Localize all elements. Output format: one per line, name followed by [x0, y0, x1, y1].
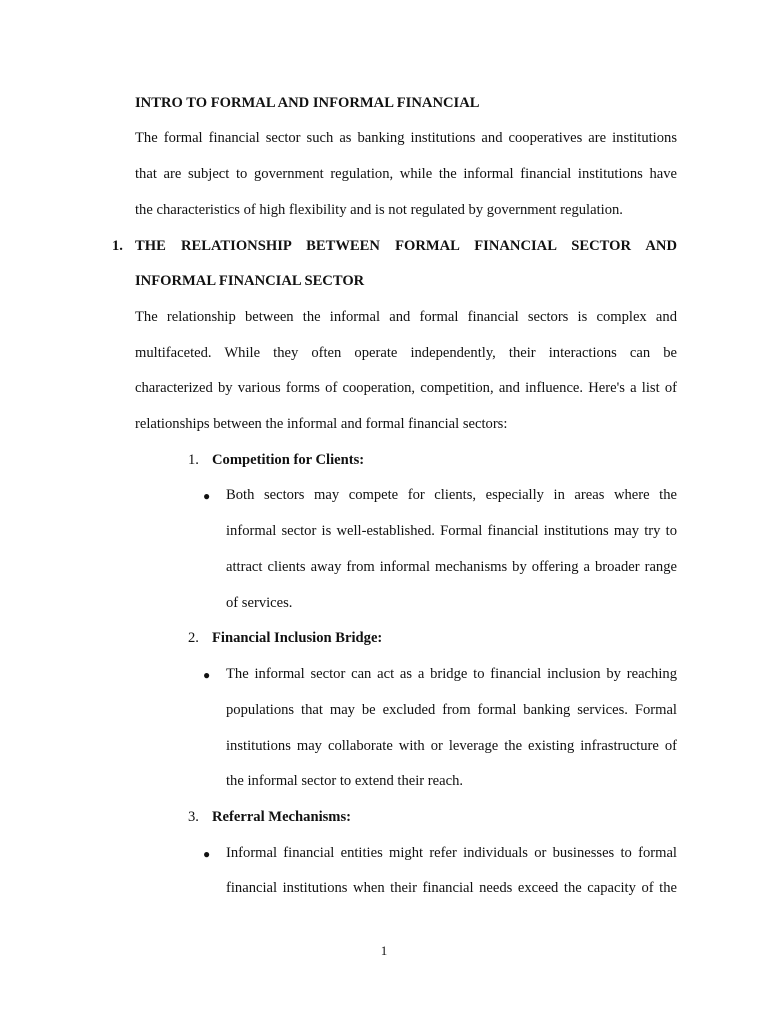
list-item-heading: Referral Mechanisms: — [212, 809, 351, 825]
bullet-line: financial institutions when their financial needs exceed the capacity of the — [226, 880, 677, 896]
list-item-number: 1. — [188, 452, 199, 468]
bullet-line: populations that may be excluded from formal banking services. Formal — [226, 702, 677, 718]
bullet-line: attract clients away from informal mechanisms by offering a broader range — [226, 559, 677, 575]
bullet-line: informal sector is well-established. Formal financial institutions may try to — [226, 523, 677, 539]
bullet-icon: ● — [203, 489, 211, 503]
bullet-line: institutions may collaborate with or leverage the existing infrastructure of — [226, 738, 677, 754]
section-number: 1. — [112, 238, 123, 254]
section-heading-line: INFORMAL FINANCIAL SECTOR — [135, 273, 365, 289]
list-item-number: 2. — [188, 630, 199, 646]
document-title: INTRO TO FORMAL AND INFORMAL FINANCIAL — [135, 95, 480, 111]
bullet-line: the informal sector to extend their reach. — [226, 773, 464, 789]
bullet-line: Both sectors may compete for clients, especially in areas where the — [226, 487, 677, 503]
bullet-icon: ● — [203, 668, 211, 682]
bullet-icon: ● — [203, 847, 211, 861]
section-heading-line: THE RELATIONSHIP BETWEEN FORMAL FINANCIAL SECTOR AND — [135, 238, 677, 254]
section-para-line: relationships between the informal and formal financial sectors: — [135, 416, 508, 432]
bullet-line: Informal financial entities might refer individuals or businesses to formal — [226, 845, 677, 861]
intro-line: the characteristics of high flexibility and is not regulated by government regulation. — [135, 202, 623, 218]
list-item-heading: Competition for Clients: — [212, 452, 365, 468]
intro-line: that are subject to government regulation, while the informal financial institutions have — [135, 166, 677, 182]
bullet-line: The informal sector can act as a bridge to financial inclusion by reaching — [226, 666, 677, 682]
bullet-line: of services. — [226, 595, 293, 611]
section-para-line: multifaceted. While they often operate independently, their interactions can be — [135, 345, 677, 361]
page-number: 1 — [380, 943, 388, 958]
list-item-heading: Financial Inclusion Bridge: — [212, 630, 383, 646]
list-item-number: 3. — [188, 809, 199, 825]
intro-line: The formal financial sector such as banking institutions and cooperatives are institutions — [135, 130, 677, 146]
section-para-line: characterized by various forms of cooperation, competition, and influence. Here's a list of — [135, 380, 677, 396]
section-para-line: The relationship between the informal and formal financial sectors is complex and — [135, 309, 677, 325]
